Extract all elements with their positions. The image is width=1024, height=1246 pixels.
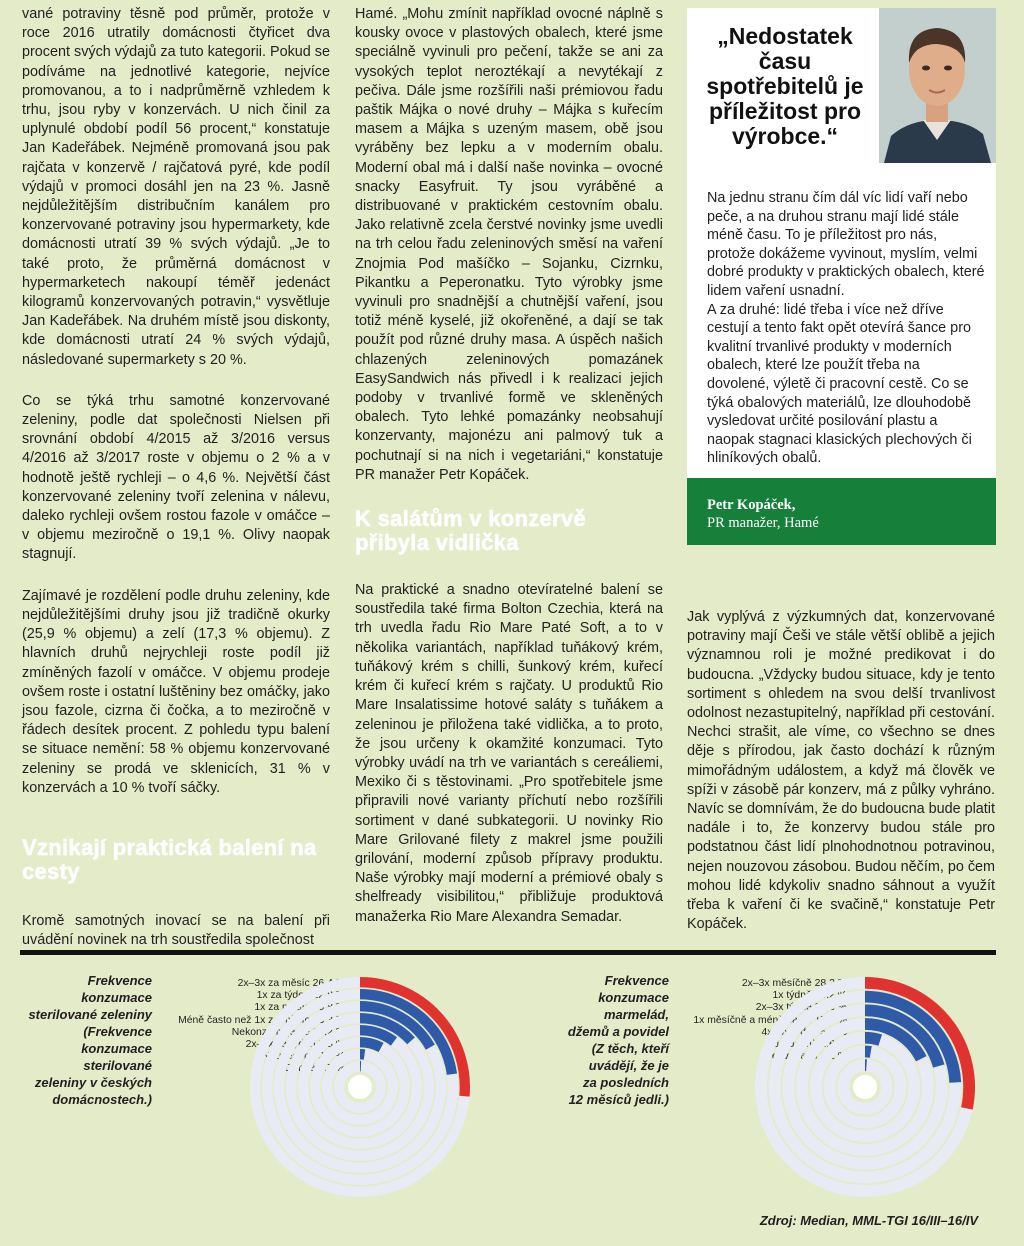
legend-label: 4x–6x týdně 5,0 % <box>761 1026 847 1038</box>
paragraph: Co se týká trhu samotné konzervované zeleniny, podle dat společnosti Nielsen při srovnání období 4/2015 až 3/2016 versus 4/2016 až 3/2017 roste v objemu o 2 % a v hodnotě ještě rychleji – o 4,6 %. Největší část konzervované zeleniny tvoří zelenina v nálevu, daleko rychleji ovšem rostou fazole v omáčce – v objemu meziročně o 19,1 %. Olivy naopak stagnují. <box>22 392 330 563</box>
paragraph: Zajímavé je rozdělení podle druhu zeleniny, kde nejdůležitějšími druhy jsou již tradičně okurky (25,9 % objemu) a zelí (17,3 % objemu). Z hlavních druhů nejrychleji roste podíl již zmíněných fazolí v omáčce. V objemu prodeje ovšem roste i ostatní luštěniny bez omáčky, jako jsou fazole, cizrna či čočka, a to meziročně v řádech desítek procent. Z pohledu typu balení se situace nemění: 58 % objemu konzervované zeleniny se prodá ve sklenicích, 31 % v konzervách a 10 % tvoří sáčky. <box>22 587 330 796</box>
pull-quote: „Nedostatek času spotřebitelů je příležitost pro výrobce.“ <box>706 23 864 149</box>
author-role: PR manažer, Hamé <box>707 515 819 531</box>
chart-2-title <box>535 972 669 1108</box>
article-column-3 <box>687 608 995 956</box>
legend-label: 1x týdně 24,2 % <box>772 990 847 1002</box>
article-column-2 <box>355 5 663 949</box>
legend-label: Neuvedeno 1,1 % <box>764 1051 847 1063</box>
portrait-photo <box>879 8 996 163</box>
legend-label: 1x denně 2,6 % <box>774 1039 847 1051</box>
title-line: sterilované <box>83 1058 152 1073</box>
section-heading: Vznikají praktická balení na cesty <box>22 834 317 884</box>
radial-bar-6 <box>360 1042 381 1047</box>
legend-label: 1x za týden 22,8 % <box>256 990 345 1002</box>
radial-bar-5 <box>865 1038 880 1040</box>
legend-label: Nekonzumujeme 10,2 % <box>231 1026 345 1038</box>
sidebar-text <box>707 189 985 468</box>
title-line: sterilované zeleniny <box>28 1007 152 1022</box>
legend-label: 1x za měsíc 16,8 % <box>254 1002 345 1014</box>
paragraph: Na praktické a snadno otevíratelné balení se soustředila také firma Bolton Czechia, která na trh uvedla řadu Rio Mare Paté Soft, a to v několika variantách, například tuňákový krém, tuňákový krém s chilli, šunkový krém, kuřecí krém či kuřecí krém s rajčaty. U produktů Rio Mare Insalatissime hotové saláty s tuňákem a zeleninou je přiložena také vidlička, a to proto, že jsou určeny k okamžité konzumaci. Tyto výrobky uvádí na trh ve variantách s cereáliemi, Mexiko či s těstovinami. „Pro spotřebitele jsme připravili nové varianty příchutí nebo rozšířili sortiment v dané subkategorii. U novinky Rio Mare Grilované filety z makrel jsme použili grilování, moderní způsob přípravy produktu. Naše výrobky mají moderní a prémiové obaly s shelfready visibilitou,“ přibližuje produktová manažerka Rio Mare Alexandra Semadar. <box>355 582 663 925</box>
legend-label: 2x–3x měsíčně 28,3 % <box>741 978 847 989</box>
chart-2-radial-bars <box>745 975 985 1205</box>
legend-label: Neuvedeno 2,2 % <box>262 1051 345 1063</box>
chart-hub <box>853 1075 877 1099</box>
article-column-1 <box>22 5 330 972</box>
section-divider <box>20 950 996 955</box>
chart-hub <box>348 1075 372 1099</box>
legend-label: Denně 0,7 % <box>284 1063 345 1075</box>
legend-label: 2x–3x za týden 7,8 % <box>245 1039 345 1051</box>
signature-bar <box>687 478 996 545</box>
title-line: 12 měsíců jedli.) <box>568 1092 669 1107</box>
title-line: Frekvence <box>87 973 152 988</box>
chart-1-title <box>20 972 152 1108</box>
title-line: Frekvence <box>604 973 669 988</box>
quote-sidebar <box>687 8 996 545</box>
title-line: konzumace <box>81 1041 152 1056</box>
title-line: (Z těch, kteří <box>591 1041 669 1056</box>
title-line: džemů a povidel <box>567 1024 669 1039</box>
paragraph: Kromě samotných inovací se na balení při uvádění novinek na trh soustředila společnost <box>22 912 330 949</box>
section-heading: K salátům v konzervě přibyla vidlička <box>355 506 586 556</box>
person-portrait-icon <box>879 8 996 163</box>
paragraph: Jak vyplývá z výzkumných dat, konzervované potraviny mají Češi ve stále větší oblibě a jejich významnou roli je možné predikovat i do budoucna. „Vždycky budou situace, kdy je tento sortiment s ohledem na svou delší trvanlivost odolnost nezastupitelný, například při cestování. Nechci strašit, ale víme, co všechno se dnes děje s přírodou, jak často dochází k různým mimořádným událostem, a když má člověk ve spíži v zásobě pár konzerv, má z půlky vyhráno. Navíc se domnívám, že do budoucna bude platit nadále i to, že konzervy budou stále pro podstatnou část lidí plnohodnotnou potravinou, nejen nouzovou zásobou. Budou něčím, po čem mohou lidé kdykoliv snadno sáhnout a využít třeba k vaření či ke svačině,“ konstatuje Petr Kopáček. <box>687 609 996 933</box>
chart-1-radial-bars <box>240 975 480 1205</box>
legend-label: Méně často než 1x za měsíc 13,3 % <box>178 1014 345 1026</box>
title-line: uvádějí, že je <box>588 1058 669 1073</box>
paragraph: A za druhé: lidé třeba i více než dříve cestují a tento fakt opět otevírá šance pro kvalitní trvanlivé produkty v moderních obalech, které lze použít třeba na dovolené, výletě či pracovní cestě. Co se týká obalových materiálů, lze dlouhodobě vysledovat určité posilování plastu a naopak stagnaci klasických plechových či hliníkových obalů. <box>707 301 972 467</box>
paragraph: Na jednu stranu čím dál víc lidí vaří nebo peče, a na druhou stranu mají lidé stále méně času. To je příležitost pro nás, protože dokážeme vyvinout, myslím, velmi dobré produkty v praktických obalech, které lidem vaření usnadní. <box>707 190 985 299</box>
title-line: konzumace <box>598 990 669 1005</box>
title-line: zeleniny v českých <box>34 1075 152 1090</box>
title-line: konzumace <box>81 990 152 1005</box>
legend-label: 2x–3x za měsíc 26,4 % <box>237 978 345 989</box>
title-line: (Frekvence <box>83 1024 152 1039</box>
source-note: Zdroj: Median, MML-TGI 16/III–16/IV <box>759 1213 978 1228</box>
title-line: marmelád, <box>603 1007 669 1022</box>
legend-label: 2x–3x týdně 20,6 % <box>755 1002 847 1014</box>
title-line: domácnostech.) <box>52 1092 152 1107</box>
paragraph: Hamé. „Mohu zmínit například ovocné náplně s kousky ovoce v plastových obalech, které jsme speciálně vyvinuli pro pečení, takže se ani za vysokých teplot neroztékají a nevytékají z pečiva. Dále jsme rozšířili naši prémiovou řadu paštik Májka o nové druhy – Májka s kuřecím masem a Májka s uzeným masem, obě jsou vyráběny bez lepku a v moderním obalu. Moderní obal má i další naše novinka – ovocné snacky Easyfruit. Ty jsou vyráběné a distribuované v praktickém cestovním obalu. Jako relativně zcela čerstvé novinky jsme uvedli na trh celou řadu zeleninových směsí na vaření Znojmia Pod mašíčko – Sojanku, Cizrnku, Pikantku a Peperonatku. Tyto výrobky jsme vyvinuli pro snadnější a chutnější vaření, jsou totiž méně kyselé, již okořeněné, a dají se tak použít pod různé druhy masa. A úspěch našich chlazených zeleninových pomazánek EasySandwich nás přivedl i k realizaci jejich podoby v trvanlivé formě ve skleněných obalech. Tyto lehké pomazánky neobsahují konzervanty, majonézu ani palmový tuk a pochutnají si na nich i vegetariáni,“ konstatuje PR manažer Petr Kopáček. <box>355 6 663 483</box>
paragraph: vané potraviny těsně pod průměr, protože v roce 2016 utratily domácnosti čtyřicet dva procent svých výdajů za tuto kategorii. Pokud se podíváme na jednotlivé kategorie, nejvíce promovanou, a to i nadprůměrně vzhledem k trhu, jsou ryby v konzervách. U nich činil za uplynulé období podíl 56 procent,“ konstatuje Jan Kadeřábek. Nejméně promovaná jsou pak rajčata v konzervě / rajčatová pyré, kde podíl výdajů v promoci dosáhl jen na 23 %. Jasně nejdůležitějším distribučním kanálem pro konzervované potraviny jsou hypermarkety, kde domácnosti utratí 39 % svých výdajů. „Je to také proto, že průměrná domácnost v hypermarketech nakoupí téměř jedenáct kilogramů konzervovaných potravin,“ vysvětluje Jan Kadeřábek. Na druhém místě jsou diskonty, kde domácnosti utratí 24 % svých výdajů, následované supermarkety s 20 %. <box>22 6 330 368</box>
title-line: za posledních <box>583 1075 669 1090</box>
legend-label: 1x měsíčně a méně často 17,6 % <box>693 1014 847 1026</box>
author-name: Petr Kopáček, <box>707 497 796 513</box>
